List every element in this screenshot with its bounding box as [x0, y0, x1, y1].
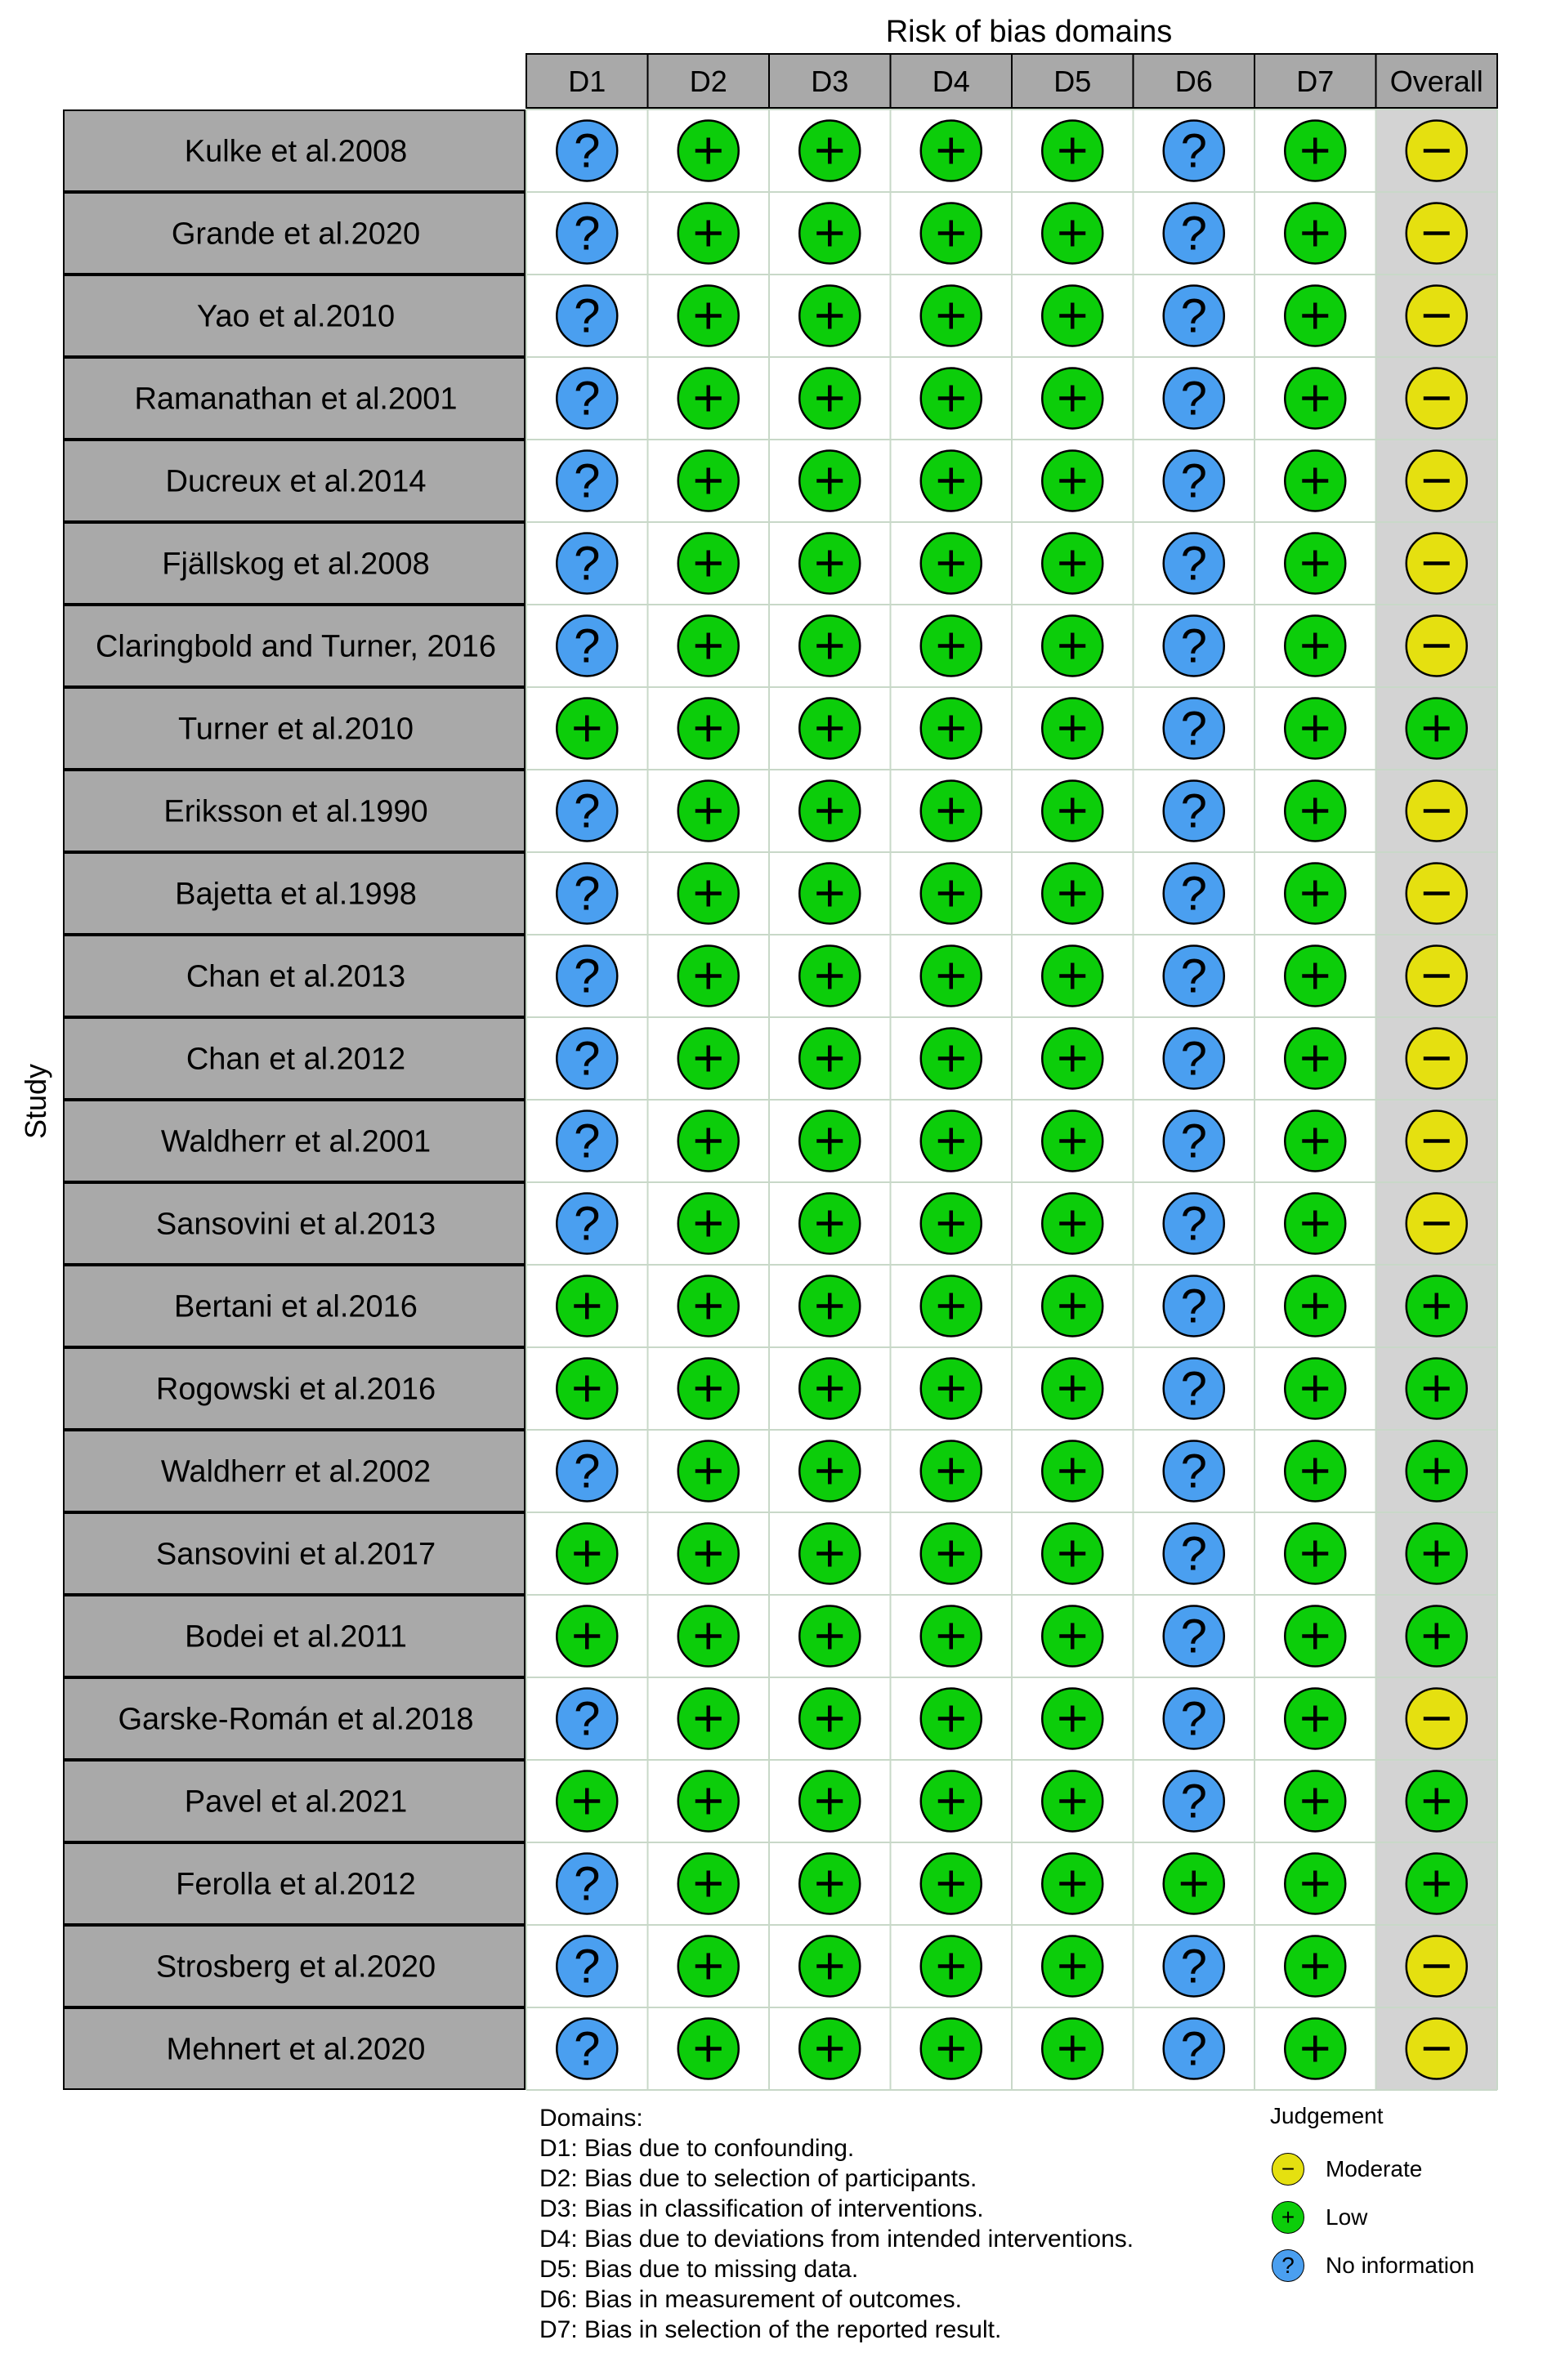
domains-heading: Domains: — [539, 2105, 643, 2132]
question-icon: ? — [1180, 1114, 1207, 1168]
question-icon: ? — [1180, 1940, 1207, 1994]
study-label: Fjällskog et al.2008 — [162, 547, 430, 582]
question-icon: ? — [574, 372, 601, 426]
column-header-label: D6 — [1174, 65, 1213, 98]
study-label: Ramanathan et al.2001 — [134, 382, 458, 417]
question-icon: ? — [1180, 2022, 1207, 2076]
question-icon: ? — [1180, 1527, 1207, 1581]
domain-line-d5: D5: Bias due to missing data. — [539, 2256, 859, 2283]
question-icon: ? — [574, 1857, 601, 1911]
legend-label: No information — [1326, 2253, 1475, 2278]
question-icon: ? — [1180, 1610, 1207, 1663]
legend-swatch-no-information: ? — [1272, 2249, 1304, 2282]
question-icon: ? — [574, 1197, 601, 1251]
question-icon: ? — [1180, 1775, 1207, 1829]
question-icon: ? — [574, 784, 601, 838]
question-icon: ? — [574, 619, 601, 673]
study-label: Ducreux et al.2014 — [165, 464, 427, 499]
question-icon: ? — [574, 454, 601, 508]
domain-line-d3: D3: Bias in classification of interventions. — [539, 2195, 984, 2222]
study-label: Turner et al.2010 — [178, 712, 414, 747]
study-label: Waldherr et al.2001 — [160, 1124, 432, 1159]
legend-swatch-moderate: − — [1272, 2153, 1304, 2186]
judgement-legend-item — [1272, 2199, 1367, 2236]
question-icon: ? — [1180, 454, 1207, 508]
question-icon: ? — [1180, 1445, 1207, 1498]
question-icon: ? — [1180, 124, 1207, 178]
column-headers — [526, 54, 1497, 108]
question-icon: ? — [1180, 1197, 1207, 1251]
domain-line-d1: D1: Bias due to confounding. — [539, 2135, 855, 2162]
question-icon: ? — [574, 289, 601, 343]
column-header-label: D5 — [1053, 65, 1092, 98]
question-icon: ? — [1180, 949, 1207, 1003]
study-label: Sansovini et al.2017 — [155, 1537, 436, 1572]
column-header-label: D2 — [689, 65, 727, 98]
judgement-legend-title: Judgement — [1270, 2103, 1384, 2128]
question-icon: ? — [574, 1114, 601, 1168]
legend-swatch-low: + — [1272, 2201, 1304, 2234]
study-label: Yao et al.2010 — [196, 299, 396, 334]
question-icon: ? — [1180, 1692, 1207, 1746]
question-icon: ? — [574, 537, 601, 591]
question-icon: ? — [574, 1032, 601, 1086]
study-label: Eriksson et al.1990 — [163, 794, 428, 829]
study-label: Grande et al.2020 — [171, 217, 421, 252]
column-header-label: Overall — [1389, 65, 1483, 98]
question-icon: ? — [1180, 372, 1207, 426]
study-label: Garske-Román et al.2018 — [118, 1702, 474, 1737]
question-icon: ? — [574, 207, 601, 261]
domain-line-d7: D7: Bias in selection of the reported result. — [539, 2316, 1002, 2343]
judgement-legend-item — [1272, 2247, 1474, 2284]
question-icon: ? — [1180, 207, 1207, 261]
study-label: Strosberg et al.2020 — [155, 1949, 436, 1985]
study-label: Kulke et al.2008 — [184, 134, 408, 169]
question-icon: ? — [1180, 1362, 1207, 1416]
study-label: Rogowski et al.2016 — [155, 1372, 436, 1407]
column-header-label: D4 — [932, 65, 970, 98]
study-label: Bodei et al.2011 — [185, 1619, 407, 1654]
study-label: Pavel et al.2021 — [184, 1784, 408, 1820]
question-icon: ? — [574, 124, 601, 178]
question-icon: ? — [574, 1940, 601, 1994]
question-icon: ? — [1180, 702, 1207, 756]
column-header-label: D3 — [811, 65, 849, 98]
judgement-legend-item — [1272, 2150, 1422, 2188]
question-icon: ? — [1180, 784, 1207, 838]
table-background — [526, 109, 1497, 2090]
study-label: Chan et al.2013 — [186, 959, 406, 994]
question-icon: ? — [1180, 289, 1207, 343]
question-icon: ? — [574, 1445, 601, 1498]
study-label: Claringbold and Turner, 2016 — [95, 629, 497, 664]
legend-label: Low — [1326, 2204, 1368, 2230]
question-icon: ? — [574, 949, 601, 1003]
question-icon: ? — [1180, 1032, 1207, 1086]
question-icon: ? — [574, 2022, 601, 2076]
study-label: Bertani et al.2016 — [174, 1289, 418, 1324]
study-label: Waldherr et al.2002 — [160, 1454, 432, 1489]
study-label: Bajetta et al.1998 — [175, 877, 417, 912]
study-label: Sansovini et al.2013 — [155, 1207, 436, 1242]
domain-line-d6: D6: Bias in measurement of outcomes. — [539, 2286, 962, 2313]
question-icon: ? — [1180, 1279, 1207, 1333]
column-header-label: D1 — [568, 65, 606, 98]
domains-legend — [539, 2103, 1134, 2345]
question-icon: ? — [1180, 867, 1207, 921]
chart-title: Risk of bias domains — [885, 15, 1173, 49]
study-label: Chan et al.2012 — [186, 1042, 406, 1077]
y-axis-label: Study — [19, 1063, 52, 1140]
question-icon: ? — [1180, 619, 1207, 673]
domain-line-d4: D4: Bias due to deviations from intended interventions. — [539, 2226, 1134, 2253]
question-icon: ? — [574, 1692, 601, 1746]
question-icon: ? — [574, 867, 601, 921]
domain-line-d2: D2: Bias due to selection of participants. — [539, 2165, 977, 2192]
study-label: Ferolla et al.2012 — [176, 1867, 416, 1902]
legend-label: Moderate — [1326, 2156, 1423, 2181]
question-icon: ? — [1180, 537, 1207, 591]
column-header-label: D7 — [1296, 65, 1335, 98]
study-label: Mehnert et al.2020 — [166, 2032, 426, 2067]
